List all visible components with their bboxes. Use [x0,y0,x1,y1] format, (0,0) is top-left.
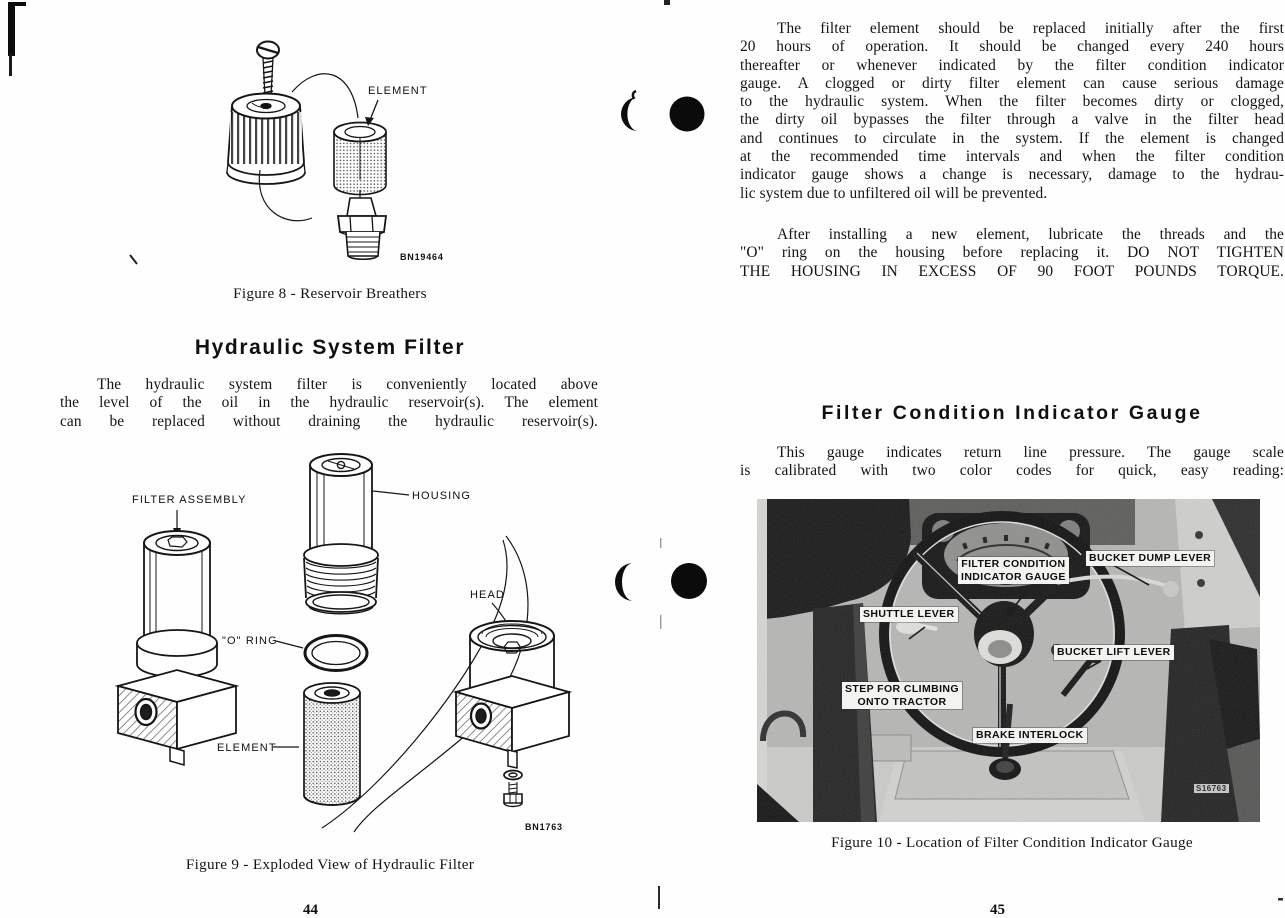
fig9-label-head: HEAD [470,589,505,601]
fig9-label-housing: HOUSING [412,490,472,502]
text-line: the level of the oil in the hydraulic reservoir(s). The element [60,394,598,412]
right-paragraph-1 [740,20,1284,203]
fig9-part-number: BN1763 [525,822,563,832]
text-line: thereafter or whenever indicated by the filter condition indicator [740,56,1284,74]
callout-brake-interlock: BRAKE INTERLOCK [973,728,1087,743]
text-line: 20 hours of operation. It should be changed every 240 hours [740,38,1284,56]
callout-step-for-climbing: STEP FOR CLIMBING ONTO TRACTOR [842,682,962,709]
text-line: This gauge indicates return line pressure. The gauge scale [777,444,1284,461]
right-paragraph-3 [740,444,1284,481]
operator-station-photo-art [757,499,1260,822]
page-number-right: 45 [990,902,1005,918]
figure9-caption: Figure 9 - Exploded View of Hydraulic Filter [185,856,475,873]
callout-filter-condition-indicator-gauge: FILTER CONDITION INDICATOR GAUGE [958,557,1069,584]
text-line: indicator gauge shows a change is necessary, damage to the hydrau- [740,166,1284,184]
right-paragraph-2 [740,226,1284,281]
page-number-left: 44 [303,902,318,918]
text-line: After installing a new element, lubricate the threads and the [777,226,1284,243]
text-line: gauge. A clogged or dirty filter element can cause serious damage [740,74,1284,92]
callout-bucket-lift-lever: BUCKET LIFT LEVER [1054,645,1174,660]
left-paragraph [60,376,598,431]
text-line: at the recommended time intervals and when the filter condition [740,148,1284,166]
text-line: The filter element should be replaced initially after the first [777,20,1284,37]
figure8-drawing [200,20,500,280]
text-line: the dirty oil bypasses the filter through a valve in the filter head [740,111,1284,129]
text-line: The hydraulic system filter is conveniently located above [97,376,598,393]
text-line: can be replaced without draining the hydraulic reservoir(s). [60,412,598,430]
figure8-caption: Figure 8 - Reservoir Breathers [233,285,427,302]
text-line: THE HOUSING IN EXCESS OF 90 FOOT POUNDS TORQUE. [740,262,1284,280]
callout-shuttle-lever: SHUTTLE LEVER [860,607,958,622]
photo-id-number: S16763 [1196,784,1227,793]
figure9-drawing [60,440,620,860]
section-heading-filter-condition-gauge: Filter Condition Indicator Gauge [821,402,1203,424]
fig8-part-number: BN19464 [400,252,444,262]
fig9-label-o-ring: "O" RING [222,635,278,647]
fig8-element-label: ELEMENT [368,85,428,97]
text-line: is calibrated with two color codes for quick, easy reading: [740,462,1284,480]
text-line: and continues to circulate in the system. If the element is changed [740,129,1284,147]
callout-bucket-dump-lever: BUCKET DUMP LEVER [1086,551,1214,566]
figure10-caption: Figure 10 - Location of Filter Condition Indicator Gauge [831,834,1193,851]
fig9-label-element: ELEMENT [217,742,277,754]
fig9-label-filter-assembly: FILTER ASSEMBLY [132,494,247,506]
text-line: "O" ring on the housing before replacing it. DO NOT TIGHTEN [740,244,1284,262]
section-heading-hydraulic-filter: Hydraulic System Filter [194,336,466,359]
text-line: lic system due to unfiltered oil will be prevented. [740,184,1048,202]
text-line: to the hydraulic system. When the filter becomes dirty or clogged, [740,93,1284,111]
figure10-photo [757,499,1260,822]
